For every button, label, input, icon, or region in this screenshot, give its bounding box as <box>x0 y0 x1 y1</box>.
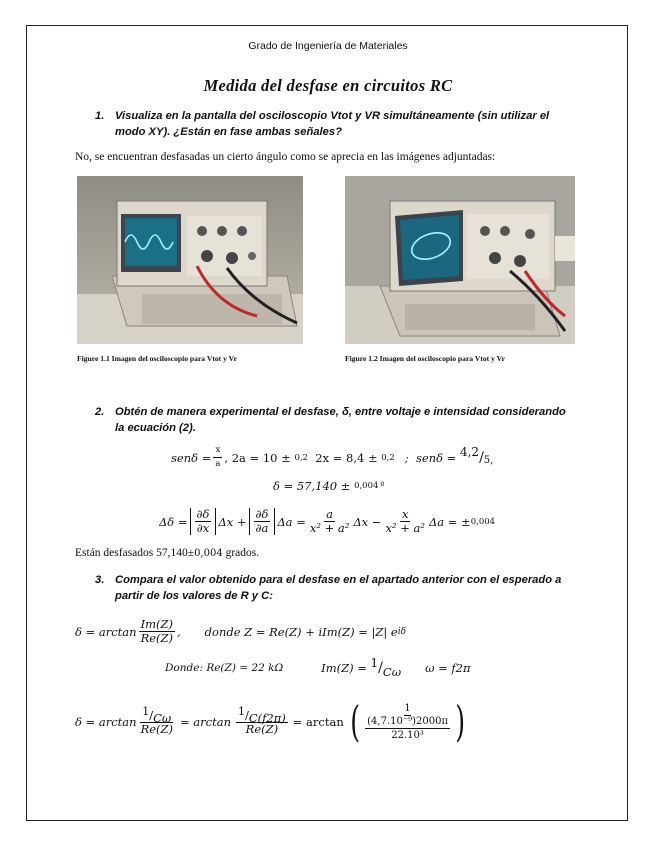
question-2-number: 2. <box>95 406 105 418</box>
eq-arctan-comma: , <box>177 624 181 639</box>
eq-delta-lhs: δ = 57,140 ± <box>273 479 355 493</box>
question-2 <box>95 404 575 436</box>
eq-err-a: 0,2 <box>294 452 308 463</box>
equation-delta <box>273 479 384 493</box>
oscilloscope-photo-2 <box>345 176 575 344</box>
eq-final-eq2: = arctan <box>292 715 344 729</box>
equation-donde: Donde: Re(Z) = 22 kΩ Im(Z) = 1 / Cω ω = f2π <box>165 656 471 679</box>
figure-2-caption: Figure 1.2 Imagen del osciloscopio para Vtot y Vr <box>345 354 505 363</box>
question-3-number: 3. <box>95 574 105 586</box>
frac-cw-re <box>139 704 175 736</box>
eq-2x: 2x = 8,4 ± <box>307 450 382 465</box>
frac-sum-2: x² + a² <box>385 521 425 535</box>
left-paren: ( <box>350 697 360 746</box>
eq-sen-lhs: senδ = <box>171 450 212 465</box>
eq-dx2: Δx − <box>353 514 382 529</box>
frac-im: Im(Z) <box>140 617 173 631</box>
eq-err-result: 0,004 <box>470 516 496 527</box>
question-3-text: Compara el valor obtenido para el desfase en el apartado anterior con el esperado a partir de los valores de R y C: <box>115 574 562 602</box>
eq-donde-z: donde Z = Re(Z) + iIm(Z) = |Z| e <box>204 624 398 639</box>
eq-im: Im(Z) = <box>321 661 371 675</box>
frac-re: Re(Z) <box>140 631 173 645</box>
question-1 <box>95 108 575 140</box>
frac-cw-num: 1/Cω <box>142 704 172 725</box>
eq-arctan-lhs: δ = arctan <box>75 624 137 639</box>
answer-2-val: 0,004 <box>194 547 223 559</box>
frac-x-over-sum <box>383 508 427 535</box>
frac-im-re <box>139 618 175 645</box>
answer-2-pm: ± <box>187 547 195 559</box>
eq-2a: , 2a = 10 ± <box>224 450 295 465</box>
frac-one-2: 1 <box>237 704 245 718</box>
answer-2-post: grados. <box>222 547 260 559</box>
eq-cw: Cω <box>382 665 402 679</box>
frac-big-den: 22.10³ <box>391 729 424 741</box>
frac-re-2: Re(Z) <box>245 721 279 736</box>
figure-1-caption: Figure 1.1 Imagen del osciloscopio para Vtot y Vr <box>77 354 237 363</box>
frac-den: a <box>215 459 221 469</box>
partial-num: ∂δ <box>196 507 210 521</box>
frac-sum: x² + a² <box>309 521 350 535</box>
eq-err-lhs: Δδ = <box>159 514 188 529</box>
question-1-number: 1. <box>95 110 105 122</box>
frac-one: 1 <box>142 704 150 718</box>
equation-arctan <box>75 618 406 645</box>
frac-re-1: Re(Z) <box>140 721 173 736</box>
frac-cf-re <box>236 704 288 736</box>
abs-partial-a <box>249 508 276 535</box>
page-header: Grado de Ingeniería de Materiales <box>248 40 408 52</box>
answer-2-pre: Están desfasados 57,140 <box>75 547 188 559</box>
eq-delta-err: 0,004 <box>354 481 379 491</box>
equation-delta-error <box>159 508 495 535</box>
question-1-text: Visualiza en la pantalla del osciloscopio Vtot y VR simultáneamente (sin utilizar el modo XY). ¿Están en fase ambas señales? <box>115 110 550 138</box>
partial-den: ∂x <box>196 521 210 535</box>
eq-final-eq: = arctan <box>180 715 231 729</box>
inner-one: 1 <box>404 702 411 714</box>
partial-num-2: ∂δ <box>255 507 269 521</box>
fraction-x-over-a <box>213 444 222 471</box>
frac-num: x <box>213 444 222 458</box>
answer-2 <box>75 547 259 559</box>
frac-cf: C(f2π) <box>248 710 286 725</box>
eq-delta-unit: º <box>380 481 385 491</box>
inner-den: (4,7.10⁻⁹)2000π <box>367 715 449 727</box>
eq-donde-label: Donde: Re(Z) = 22 kΩ <box>165 662 284 674</box>
question-3 <box>95 572 575 604</box>
eq-final-lhs: δ = arctan <box>75 715 137 729</box>
frac-a-over-sum <box>308 508 352 535</box>
frac-big <box>365 703 450 742</box>
frac-big-num <box>365 703 450 729</box>
document-page <box>26 25 628 821</box>
eq-exp: iδ <box>397 626 407 637</box>
eq-one: 1 <box>370 656 379 670</box>
frac-x: x <box>401 507 409 521</box>
right-paren: ) <box>455 697 466 746</box>
frac-cf-num: 1/C(f2π) <box>237 704 286 725</box>
answer-1: No, se encuentran desfasadas un cierto ángulo como se aprecia en las imágenes adjuntadas: <box>75 151 496 163</box>
eq-da2: Δa = ± <box>428 514 471 529</box>
partial-den-2: ∂a <box>255 521 269 535</box>
eq-delta-x: Δx + <box>218 514 247 529</box>
eq-frac-num: 4,2 <box>459 444 480 459</box>
frac-a: a <box>326 507 334 521</box>
eq-sen2: ; senδ = <box>404 450 460 465</box>
page-title: Medida del desfase en circuitos RC <box>203 76 453 95</box>
eq-delta-a: Δa = <box>277 514 306 529</box>
eq-frac-den: 5, <box>483 455 494 466</box>
eq-err-x: 0,2 <box>381 452 395 463</box>
equation-sen-delta: senδ = $\frac{x}{a}$ , 2a = 10 ± 0,2 2x = 8,4 ± 0,2 ; senδ = 4,2 / 5, <box>171 444 494 469</box>
oscilloscope-photo-1 <box>77 176 303 344</box>
equation-final <box>75 697 468 746</box>
question-2-text: Obtén de manera experimental el desfase, δ, entre voltaje e intensidad considerando la ecuación (2). <box>115 406 566 434</box>
eq-omega: ω = f2π <box>425 661 471 675</box>
partial-frac-x <box>195 508 212 535</box>
frac-cw: Cω <box>153 710 172 725</box>
abs-partial-x <box>190 508 217 535</box>
partial-frac-a <box>254 508 271 535</box>
